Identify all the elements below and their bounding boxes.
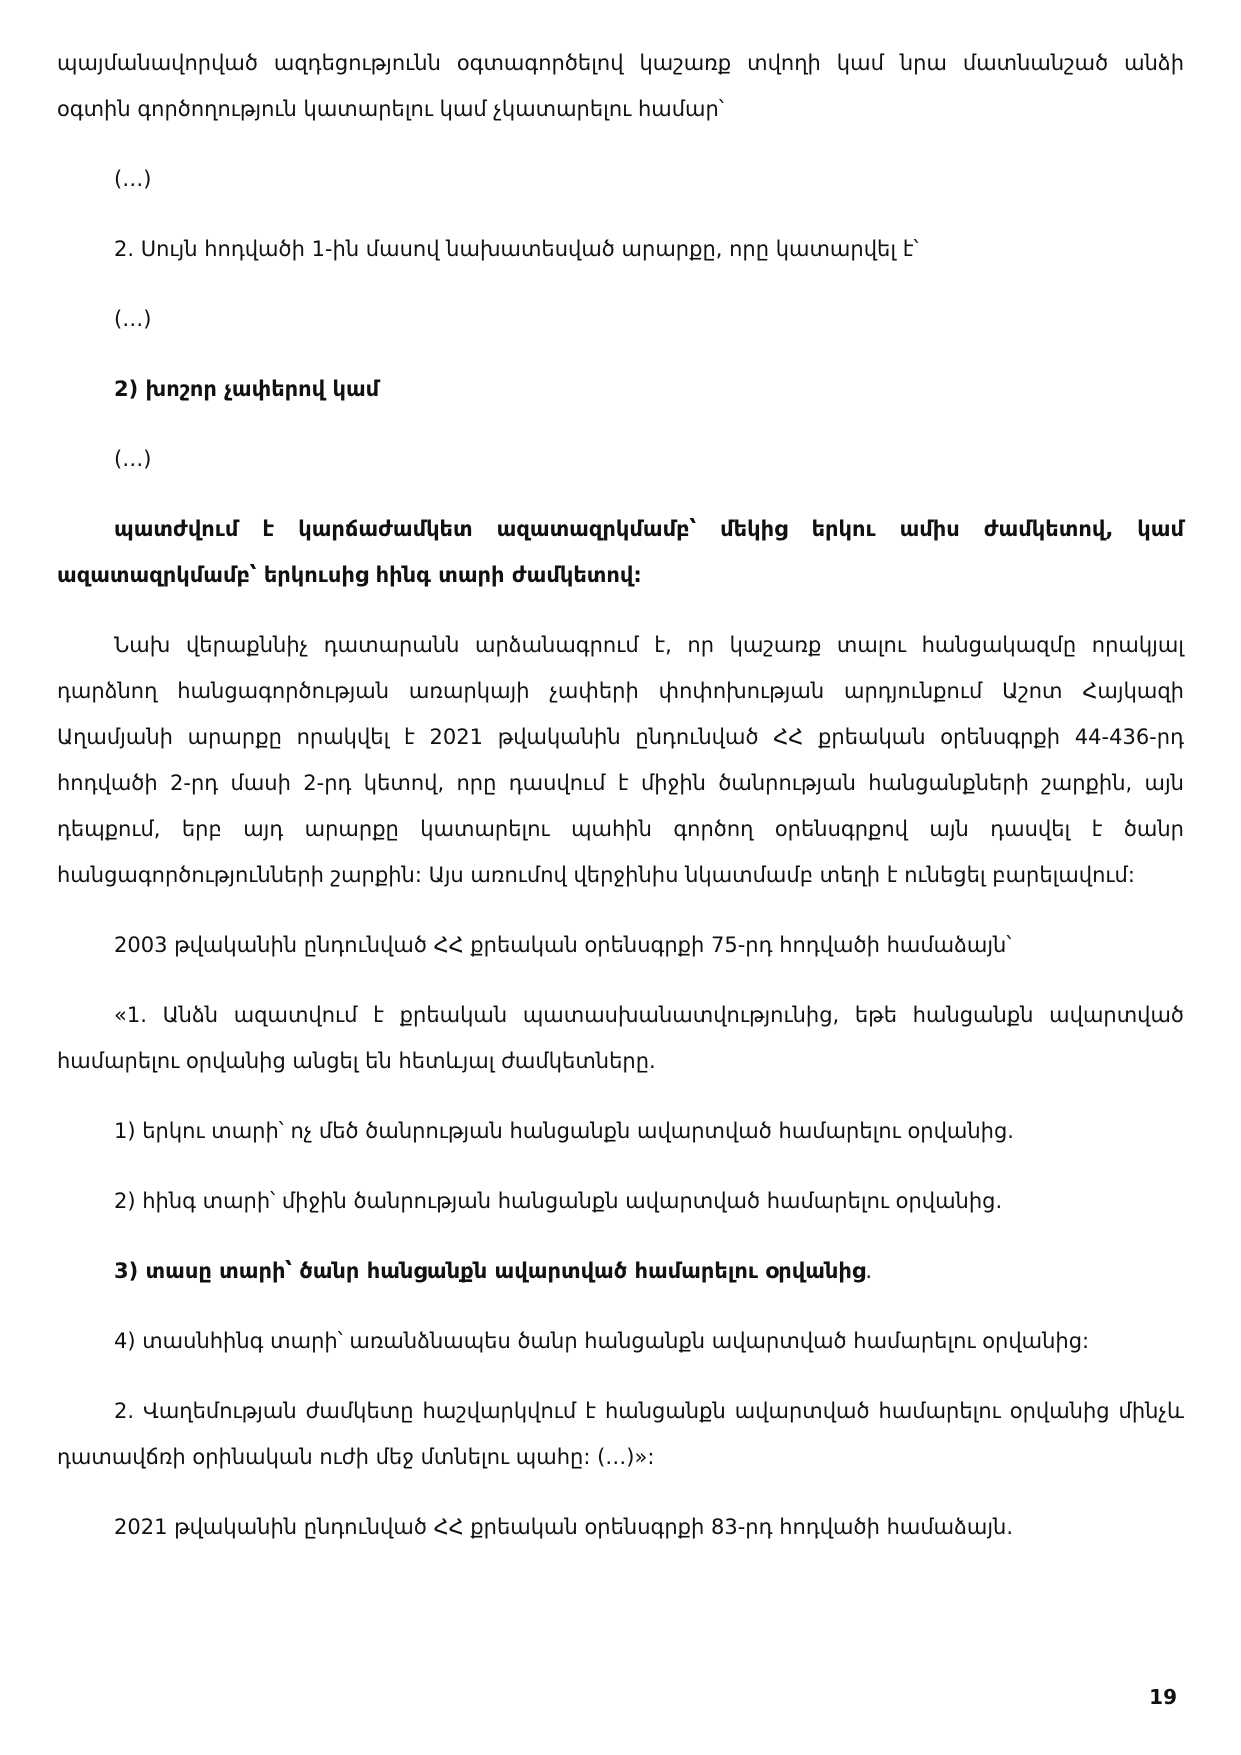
paragraph-quote-point-2: 2. Վաղեմության ժամկետը հաշվարկվում է հանցանքն ավարտված համարելու օրվանից մինչև դատավճռի օրինական ուժի մեջ մտնելու պահը: (…)»: xyxy=(57,1399,1184,1469)
list-item-fifteen-years: 4) տասնհինգ տարի՝ առանձնապես ծանր հանցանքն ավարտված համարելու օրվանից: xyxy=(114,1329,1090,1353)
paragraph-continuation: պայմանավորված ազդեցությունն օգտագործելով կաշառք տվողի կամ նրա մատնանշած անձի օգտին գործողություն կատարելու կամ չկատարելու համար՝ xyxy=(57,51,1184,121)
paragraph-court-reasoning: Նախ վերաքննիչ դատարանն արձանագրում է, որ կաշառք տալու հանցակազմը որակյալ դարձնող հանցագործության առարկայի չափերի փոփոխության արդյունքում Աշոտ Հայկազի Աղամյանի արարքը որակվել է 2021 թվականին ընդունված ՀՀ քրեական օրենսգրքի 44-436-րդ հոդվածի 2-րդ մասի 2-րդ կետով, որը դասվում է միջին ծանրության հանցանքների շարքին, այն դեպքում, երբ այդ արարքը կատարելու պահին գործող օրենսգրքով այն դասվել է ծանր հանցագործությունների շարքին: Այս առումով վերջինիս նկատմամբ տեղի է ունեցել բարելավում: xyxy=(57,633,1184,887)
list-item-ten-years xyxy=(57,1248,1184,1294)
ellipsis-omission: (…) xyxy=(114,167,152,191)
page-number: 19 xyxy=(1149,1685,1177,1709)
list-item-two-years: 1) երկու տարի՝ ոչ մեծ ծանրության հանցանքն ավարտված համարելու օրվանից. xyxy=(114,1119,1014,1143)
list-item-large-amounts: 2) խոշոր չափերով կամ xyxy=(114,377,380,401)
paragraph-sanction: պատժվում է կարճաժամկետ ազատազրկմամբ՝ մեկից երկու ամիս ժամկետով, կամ ազատազրկմամբ՝ երկուսից հինգ տարի ժամկետով: xyxy=(57,517,1184,587)
ellipsis-omission: (…) xyxy=(114,307,152,331)
list-item-ten-years-period: . xyxy=(865,1259,873,1283)
document-body xyxy=(57,40,1184,1550)
ellipsis-omission: (…) xyxy=(114,447,152,471)
list-item-ten-years-text: 3) տասը տարի՝ ծանր հանցանքն ավարտված համարելու օրվանից xyxy=(114,1259,866,1283)
paragraph-quote-point-1: «1. Անձն ազատվում է քրեական պատասխանատվությունից, եթե հանցանքն ավարտված համարելու օրվանից անցել են հետևյալ ժամկետները. xyxy=(57,1003,1184,1073)
paragraph-code-2003-article-75: 2003 թվականին ընդունված ՀՀ քրեական օրենսգրքի 75-րդ հոդվածի համաձայն՝ xyxy=(114,933,1012,957)
list-item-five-years: 2) հինգ տարի՝ միջին ծանրության հանցանքն ավարտված համարելու օրվանից. xyxy=(114,1189,1003,1213)
paragraph-code-2021-article-83: 2021 թվականին ընդունված ՀՀ քրեական օրենսգրքի 83-րդ հոդվածի համաձայն. xyxy=(114,1515,1014,1539)
paragraph-part-2-intro: 2. Սույն հոդվածի 1-ին մասով նախատեսված արարքը, որը կատարվել է՝ xyxy=(114,237,919,261)
